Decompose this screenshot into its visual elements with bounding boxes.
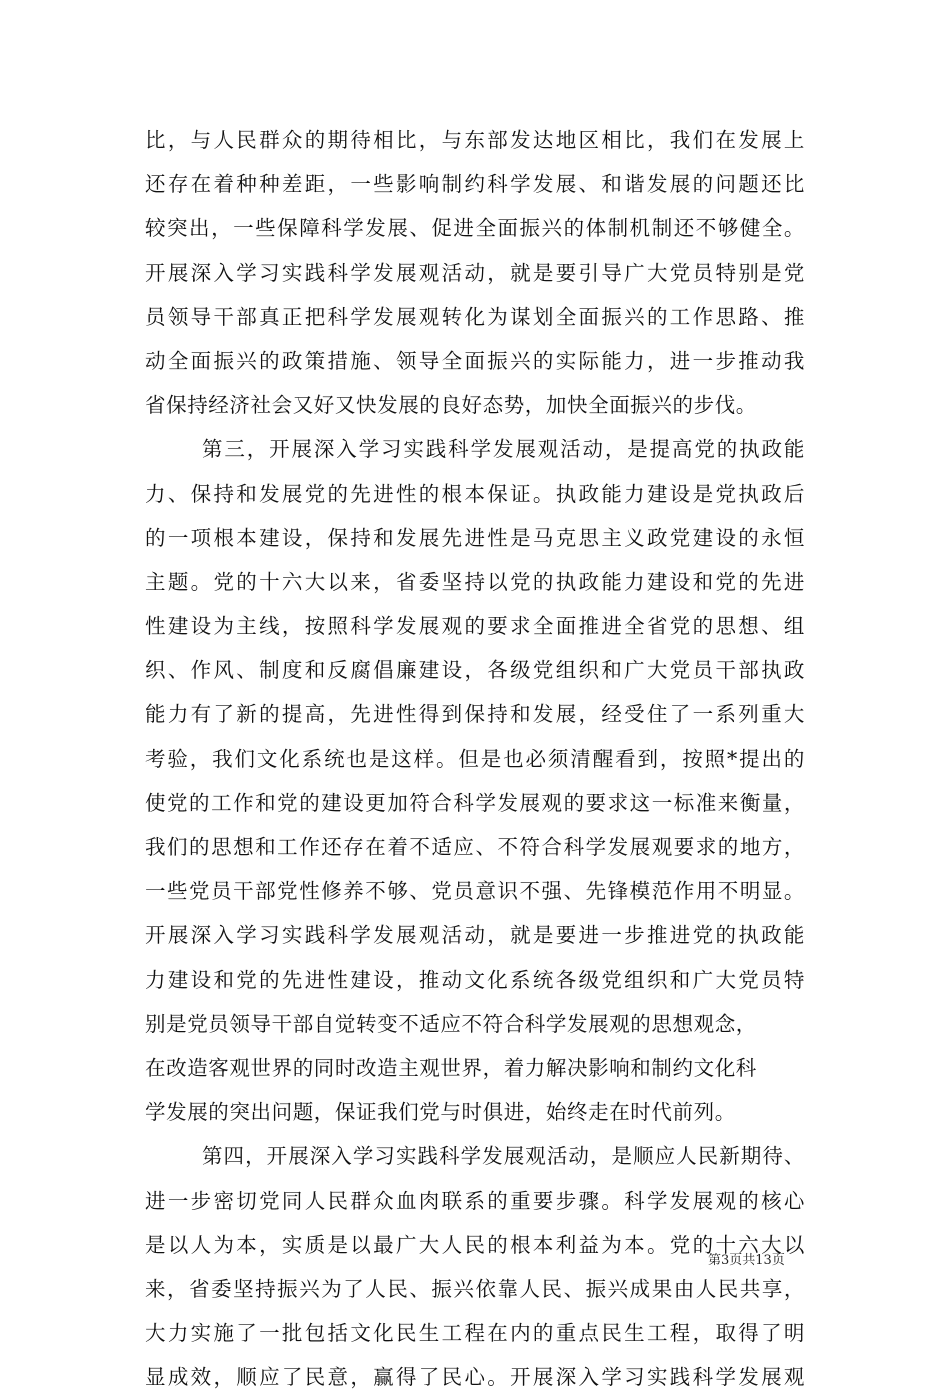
text-line: 来，省委坚持振兴为了人民、振兴依靠人民、振兴成果由人民共享， xyxy=(145,1276,805,1301)
text-line: 一些党员干部党性修养不够、党员意识不强、先锋模范作用不明显。 xyxy=(145,879,805,904)
text-line: 考验，我们文化系统也是这样。但是也必须清醒看到，按照*提出的 xyxy=(145,746,805,771)
text-line: 是以人为本，实质是以最广大人民的根本利益为本。党的十六大以 xyxy=(145,1232,805,1257)
text-line: 的一项根本建设，保持和发展先进性是马克思主义政党建设的永恒 xyxy=(145,525,805,550)
text-line: 员领导干部真正把科学发展观转化为谋划全面振兴的工作思路、推 xyxy=(145,304,805,329)
text-line: 力、保持和发展党的先进性的根本保证。执政能力建设是党执政后 xyxy=(145,481,805,506)
text-line: 还存在着种种差距，一些影响制约科学发展、和谐发展的问题还比 xyxy=(145,172,805,197)
text-line: 能力有了新的提高，先进性得到保持和发展，经受住了一系列重大 xyxy=(145,702,805,727)
text-line: 我们的思想和工作还存在着不适应、不符合科学发展观要求的地方， xyxy=(145,835,805,859)
text-line: 较突出，一些保障科学发展、促进全面振兴的体制机制还不够健全。 xyxy=(145,216,805,241)
text-line: 进一步密切党同人民群众血肉联系的重要步骤。科学发展观的核心 xyxy=(145,1188,805,1213)
text-line: 学发展的突出问题，保证我们党与时俱进，始终走在时代前列。 xyxy=(145,1100,736,1125)
text-line: 动全面振兴的政策措施、领导全面振兴的实际能力，进一步推动我 xyxy=(145,348,805,373)
paragraph-start-line: 第三，开展深入学习实践科学发展观活动，是提高党的执政能 xyxy=(202,437,805,462)
text-line: 显成效，顺应了民意，赢得了民心。开展深入学习实践科学发展观 xyxy=(145,1365,805,1390)
text-line: 省保持经济社会又好又快发展的良好态势，加快全面振兴的步伐。 xyxy=(145,393,757,418)
text-line: 开展深入学习实践科学发展观活动，就是要引导广大党员特别是党 xyxy=(145,260,805,285)
text-line: 织、作风、制度和反腐倡廉建设，各级党组织和广大党员干部执政 xyxy=(145,658,805,683)
text-line: 别是党员领导干部自觉转变不适应不符合科学发展观的思想观念， xyxy=(145,1011,757,1036)
text-line: 使党的工作和党的建设更加符合科学发展观的要求这一标准来衡量， xyxy=(145,790,805,815)
paragraph-start-line: 第四，开展深入学习实践科学发展观活动，是顺应人民新期待、 xyxy=(202,1144,805,1169)
page-number-footer: 第3页共13页 xyxy=(708,1253,785,1268)
text-line: 主题。党的十六大以来，省委坚持以党的执政能力建设和党的先进 xyxy=(145,569,805,594)
body-text xyxy=(145,118,805,1399)
text-line: 力建设和党的先进性建设，推动文化系统各级党组织和广大党员特 xyxy=(145,967,805,992)
text-line: 性建设为主线，按照科学发展观的要求全面推进全省党的思想、组 xyxy=(145,614,805,639)
text-line: 比，与人民群众的期待相比，与东部发达地区相比，我们在发展上 xyxy=(145,128,805,152)
text-line: 在改造客观世界的同时改造主观世界，着力解决影响和制约文化科 xyxy=(145,1055,757,1080)
text-line: 开展深入学习实践科学发展观活动，就是要进一步推进党的执政能 xyxy=(145,923,805,948)
text-line: 大力实施了一批包括文化民生工程在内的重点民生工程，取得了明 xyxy=(145,1321,805,1346)
